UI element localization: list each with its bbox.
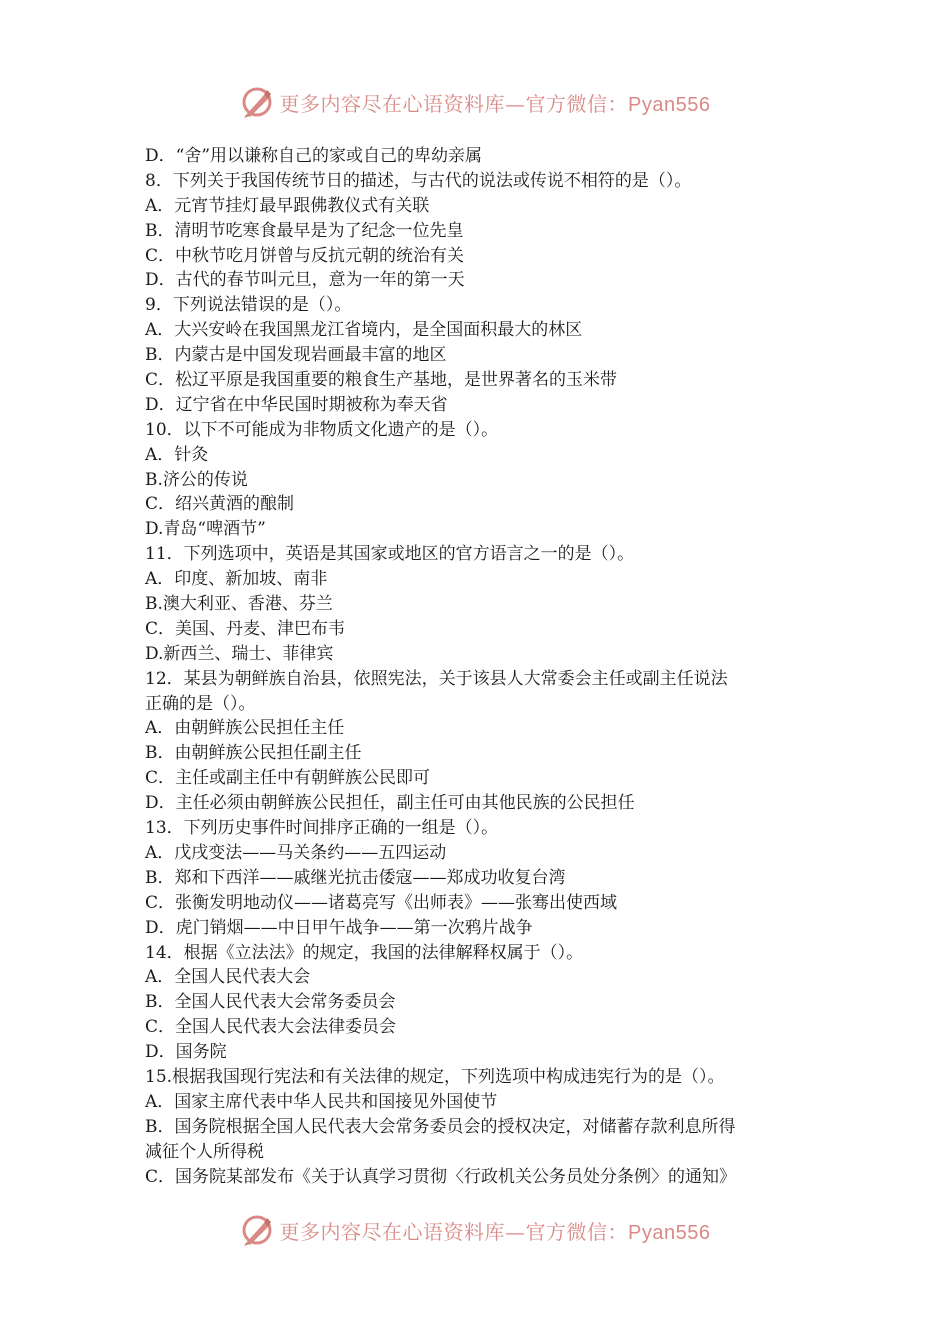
option-line: A．戊戌变法——马关条约——五四运动 bbox=[145, 842, 447, 863]
option-line: A．元宵节挂灯最早跟佛教仪式有关联 bbox=[145, 195, 430, 216]
option-line: C．全国人民代表大会法律委员会 bbox=[145, 1017, 397, 1038]
option-line: D.青岛“啤酒节” bbox=[145, 519, 266, 540]
option-line: D．主任必须由朝鲜族公民担任，副主任可由其他民族的公民担任 bbox=[145, 793, 635, 814]
option-line: A．由朝鲜族公民担任主任 bbox=[145, 718, 345, 739]
option-line: B．郑和下西洋——戚继光抗击倭寇——郑成功收复台湾 bbox=[145, 867, 566, 888]
wechat-handle: Pyan556 bbox=[628, 93, 711, 116]
option-line: A．全国人民代表大会 bbox=[145, 967, 311, 988]
option-line: A．国家主席代表中华人民共和国接见外国使节 bbox=[145, 1091, 498, 1112]
option-line: D．虎门销烟——中日甲午战争——第一次鸦片战争 bbox=[145, 917, 533, 938]
pen-logo-icon bbox=[240, 85, 274, 119]
question-12: 12．某县为朝鲜族自治县，依照宪法，关于该县人大常委会主任或副主任说法 bbox=[145, 668, 728, 689]
header-watermark bbox=[0, 82, 950, 122]
option-line: B．由朝鲜族公民担任副主任 bbox=[145, 743, 362, 764]
option-line: D.新西兰、瑞士、菲律宾 bbox=[145, 643, 334, 664]
footer-watermark bbox=[0, 1210, 950, 1250]
question-15: 15.根据我国现行宪法和有关法律的规定，下列选项中构成违宪行为的是（）。 bbox=[145, 1066, 725, 1087]
option-line: B.澳大利亚、香港、芬兰 bbox=[145, 594, 333, 615]
pen-logo-icon bbox=[240, 1213, 274, 1247]
option-line: C．松辽平原是我国重要的粮食生产基地，是世界著名的玉米带 bbox=[145, 370, 618, 391]
question-11: 11．下列选项中，英语是其国家或地区的官方语言之一的是（）。 bbox=[145, 544, 635, 565]
watermark-text: 更多内容尽在心语资料库—官方微信：Pyan556 bbox=[279, 91, 711, 116]
option-line: A．印度、新加坡、南非 bbox=[145, 569, 328, 590]
option-line: C．国务院某部发布《关于认真学习贯彻〈行政机关公务员处分条例〉的通知》 bbox=[145, 1166, 737, 1187]
option-line: A．针灸 bbox=[145, 444, 209, 465]
option-line: B．国务院根据全国人民代表大会常务委员会的授权决定，对储蓄存款利息所得 bbox=[145, 1116, 736, 1137]
question-content bbox=[145, 144, 825, 1189]
question-13: 13．下列历史事件时间排序正确的一组是（）。 bbox=[145, 818, 499, 839]
option-line: C．主任或副主任中有朝鲜族公民即可 bbox=[145, 768, 431, 789]
option-line: D．辽宁省在中华民国时期被称为奉天省 bbox=[145, 394, 448, 415]
question-9: 9．下列说法错误的是（）。 bbox=[145, 295, 352, 316]
option-line: B．内蒙古是中国发现岩画最丰富的地区 bbox=[145, 345, 447, 366]
question-10: 10．以下不可能成为非物质文化遗产的是（）。 bbox=[145, 419, 499, 440]
option-line: C．中秋节吃月饼曾与反抗元朝的统治有关 bbox=[145, 245, 465, 266]
option-line: D．古代的春节叫元旦，意为一年的第一天 bbox=[145, 270, 465, 291]
option-line: B．清明节吃寒食最早是为了纪念一位先皇 bbox=[145, 220, 464, 241]
wechat-handle: Pyan556 bbox=[628, 1221, 711, 1244]
watermark-text: 更多内容尽在心语资料库—官方微信：Pyan556 bbox=[279, 1219, 711, 1244]
question-14: 14．根据《立法法》的规定，我国的法律解释权属于（）。 bbox=[145, 942, 584, 963]
option-line: C．绍兴黄酒的酿制 bbox=[145, 494, 295, 515]
option-line: C．张衡发明地动仪——诸葛亮写《出师表》——张骞出使西域 bbox=[145, 892, 618, 913]
text-line: D．“舍”用以谦称自己的家或自己的卑幼亲属 bbox=[145, 146, 483, 166]
question-12-continued: 正确的是（）。 bbox=[145, 693, 256, 714]
option-line-continued: 减征个人所得税 bbox=[145, 1141, 264, 1162]
option-line: B.济公的传说 bbox=[145, 469, 248, 490]
option-line: D．国务院 bbox=[145, 1042, 227, 1063]
option-line: A．大兴安岭在我国黑龙江省境内，是全国面积最大的林区 bbox=[145, 320, 583, 341]
option-line: B．全国人民代表大会常务委员会 bbox=[145, 992, 396, 1013]
question-8: 8．下列关于我国传统节日的描述，与古代的说法或传说不相符的是（）。 bbox=[145, 170, 692, 191]
option-line: C．美国、丹麦、津巴布韦 bbox=[145, 618, 346, 639]
